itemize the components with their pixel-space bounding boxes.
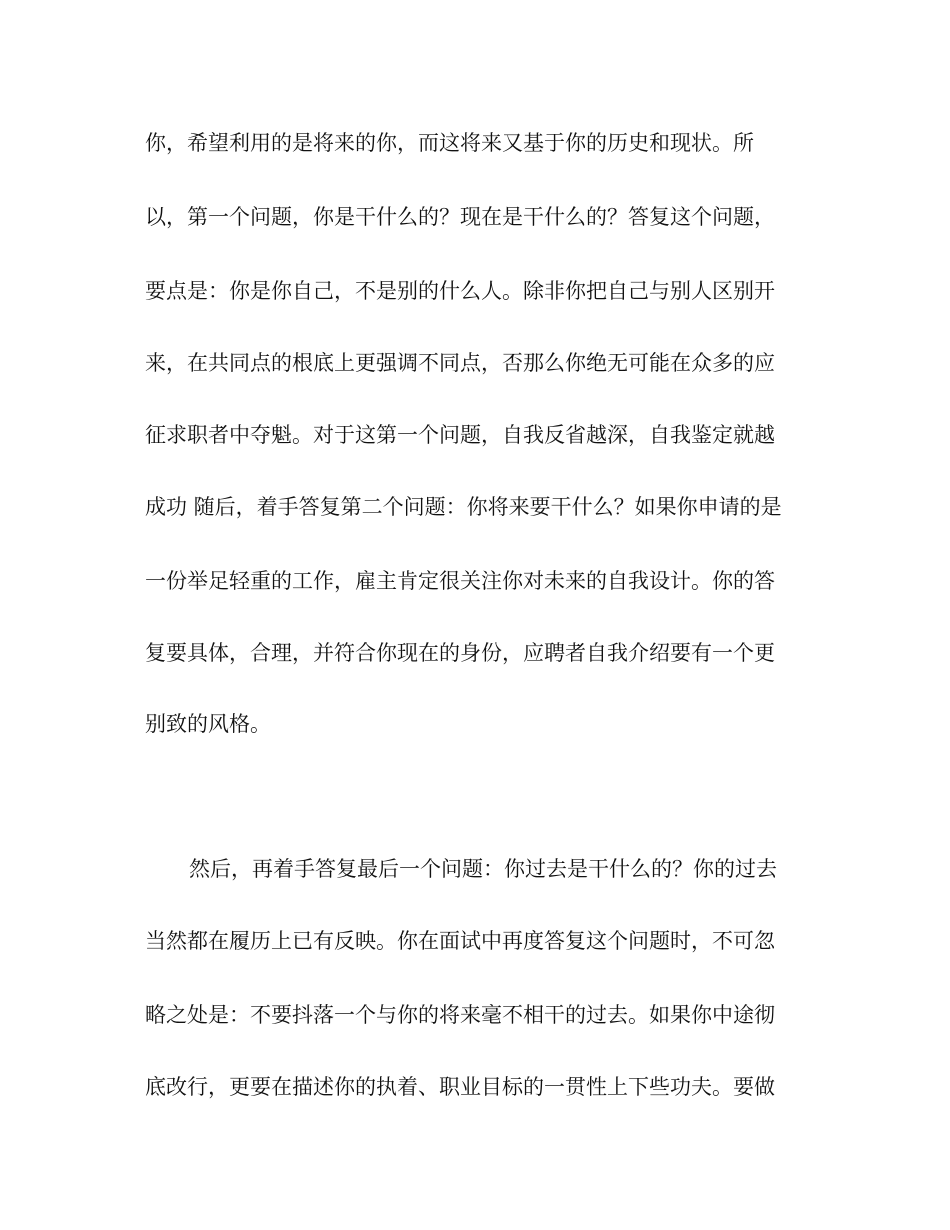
paragraph-line: 然后，再着手答复最后一个问题：你过去是干什么的？你的过去 <box>189 857 777 881</box>
paragraph-line: 底改行，更要在描述你的执着、职业目标的一贯性上下些功夫。要做 <box>145 1075 775 1099</box>
paragraph-line: 成功 随后，着手答复第二个问题：你将来要干什么？如果你申请的是 <box>145 495 782 519</box>
paragraph-line: 征求职者中夺魁。对于这第一个问题，自我反省越深，自我鉴定就越 <box>145 423 775 447</box>
paragraph-line: 来，在共同点的根底上更强调不同点，否那么你绝无可能在众多的应 <box>145 351 775 375</box>
paragraph-line: 当然都在履历上已有反映。你在面试中再度答复这个问题时，不可忽 <box>145 929 775 953</box>
paragraph-line: 略之处是：不要抖落一个与你的将来毫不相干的过去。如果你中途彻 <box>145 1003 775 1027</box>
paragraph-line: 别致的风格。 <box>145 712 271 736</box>
paragraph-line: 以，第一个问题，你是干什么的？现在是干什么的？答复这个问题， <box>145 205 775 229</box>
paragraph-line: 你，希望利用的是将来的你，而这将来又基于你的历史和现状。所 <box>145 131 754 155</box>
paragraph-line: 一份举足轻重的工作，雇主肯定很关注你对未来的自我设计。你的答 <box>145 569 775 593</box>
paragraph-line: 要点是：你是你自己，不是别的什么人。除非你把自己与别人区别开 <box>145 279 775 303</box>
paragraph-line: 复要具体，合理，并符合你现在的身份，应聘者自我介绍要有一个更 <box>145 641 775 665</box>
